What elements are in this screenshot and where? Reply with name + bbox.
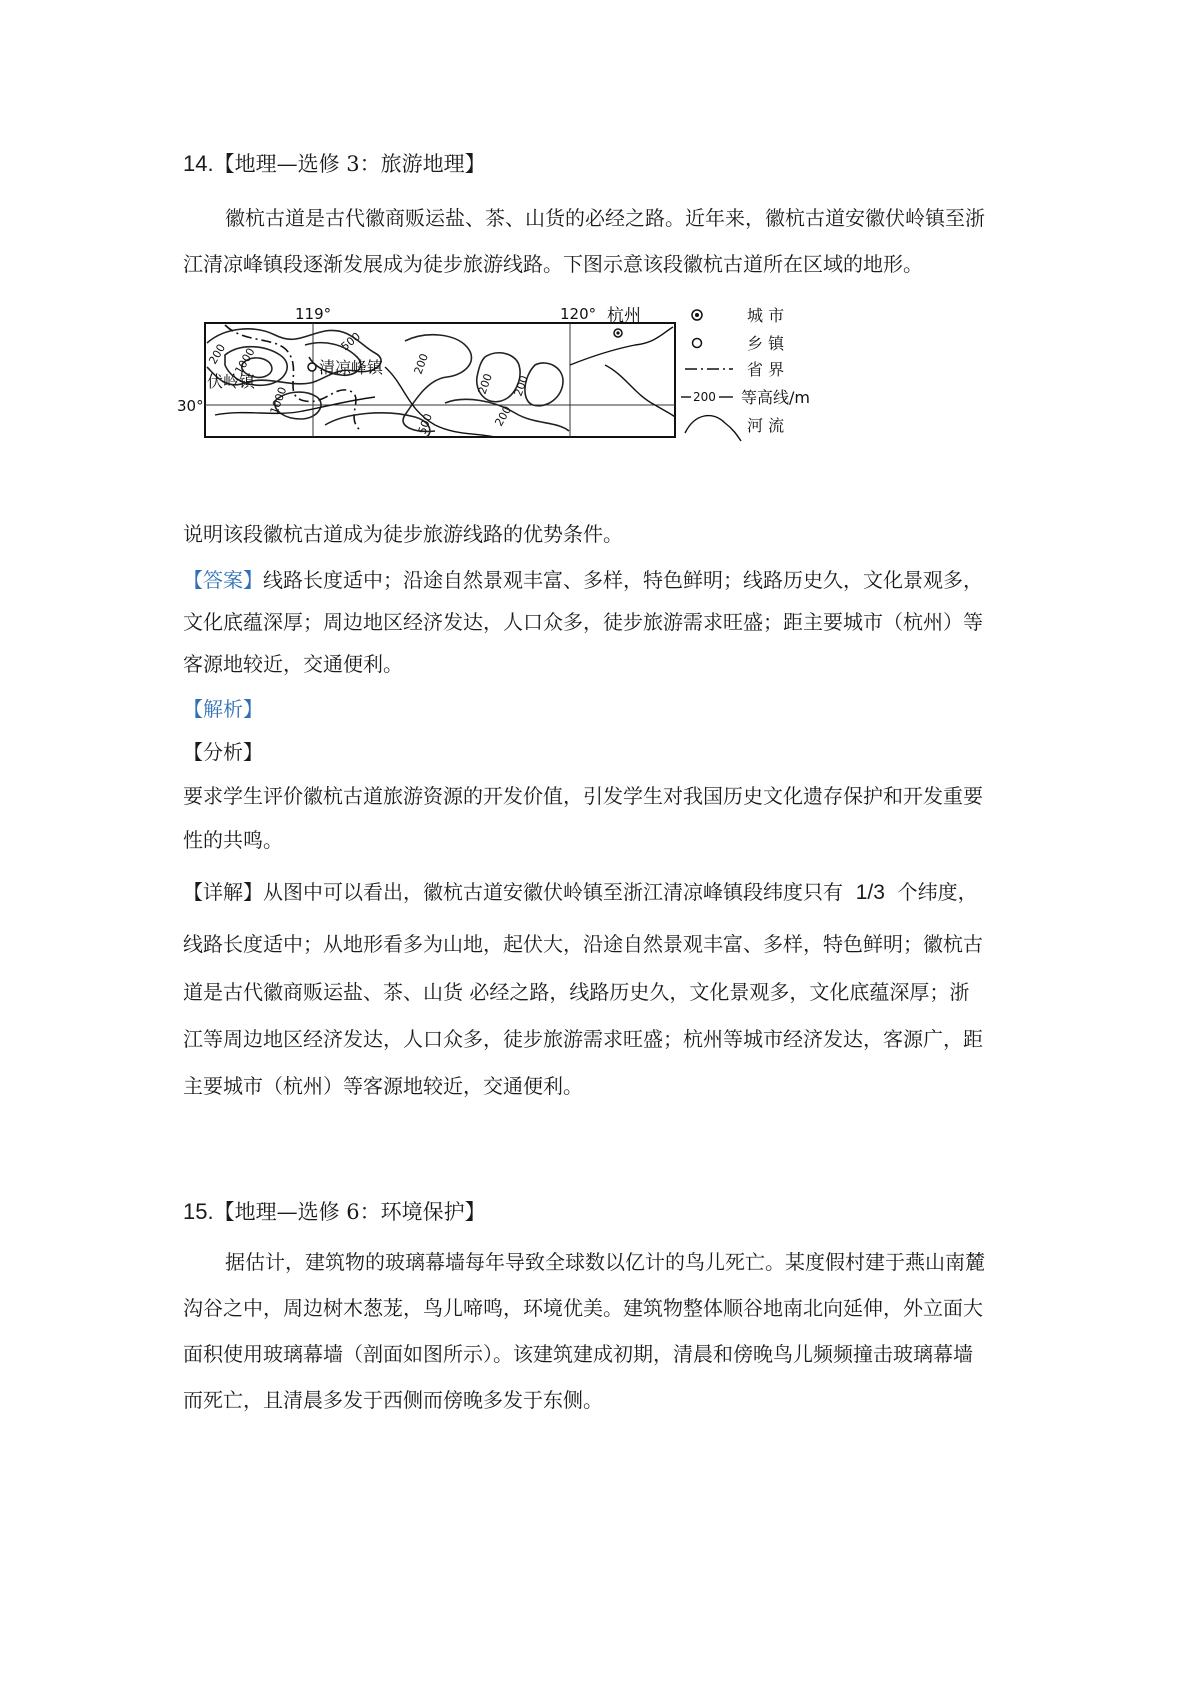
legend-town-label: 乡 镇 — [747, 334, 785, 353]
detail-tag: 【详解】 — [183, 880, 263, 904]
map-contour-200-b: 200 — [411, 351, 432, 377]
q15-line-1: 据估计，建筑物的玻璃幕墙每年导致全球数以亿计的鸟儿死亡。某度假村建于燕山南麓 — [225, 1250, 985, 1274]
map-town-qingliangfeng-marker — [308, 363, 316, 371]
fenxi-line-1: 要求学生评价徽杭古道旅游资源的开发价值，引发学生对我国历史文化遗存保护和开发重要 — [183, 784, 983, 808]
answer-text-1: 线路长度适中；沿途自然景观丰富、多样，特色鲜明；线路历史久，文化景观多， — [263, 568, 983, 592]
q15-line-4: 而死亡，且清晨多发于西侧而傍晚多发于东侧。 — [183, 1388, 603, 1412]
map-contour-500-b: 500 — [415, 411, 436, 437]
topographic-map-figure — [177, 305, 885, 485]
legend-contour-label: 等高线/m — [741, 388, 810, 407]
legend-contour-sample: 200 — [693, 390, 716, 404]
map-contour-200-e: 200 — [492, 403, 515, 429]
q14-heading — [183, 150, 1033, 178]
map-town-qingliangfeng-label: 清凉峰镇 — [319, 358, 384, 377]
map-lat-30: 30° — [177, 397, 204, 415]
q15-heading-text: 【地理—选修 6：环境保护】 — [213, 1200, 486, 1224]
detail-fraction: 1/3 — [855, 881, 885, 904]
q15-line-2: 沟谷之中，周边树木葱茏，鸟儿啼鸣，环境优美。建筑物整体顺谷地南北向延伸，外立面大 — [183, 1296, 983, 1320]
q14-number: 14. — [183, 151, 214, 176]
q15-number: 15. — [183, 1199, 214, 1224]
fenxi-tag: 【分析】 — [183, 740, 263, 764]
q14-answer-line-1 — [183, 566, 1033, 594]
map-contour-200-d: 200 — [511, 373, 532, 399]
map-contour-500-a: 500 — [338, 329, 364, 354]
legend-city-icon-dot — [695, 313, 699, 317]
map-contour-1000-a: 1000 — [232, 345, 258, 377]
answer-tag: 【答案】 — [183, 568, 263, 592]
map-city-hangzhou-dot — [616, 331, 619, 334]
legend-river-icon — [685, 416, 741, 441]
fenxi-line-2: 性的共鸣。 — [183, 828, 283, 852]
q15-line-3: 面积使用玻璃幕墙（剖面如图所示）。该建筑建成初期，清晨和傍晚鸟儿频频撞击玻璃幕墙 — [183, 1342, 973, 1366]
detail-line-5: 主要城市（杭州）等客源地较近，交通便利。 — [183, 1074, 583, 1098]
q14-answer-line-3: 客源地较近，交通便利。 — [183, 652, 403, 676]
map-legend — [681, 306, 810, 441]
legend-town-icon — [693, 339, 702, 348]
legend-river-label: 河 流 — [747, 416, 785, 435]
analysis-tag: 【解析】 — [183, 697, 263, 721]
map-contour-200-c: 200 — [475, 371, 496, 397]
map-lon-120: 120° — [560, 305, 597, 323]
detail-line-2: 线路长度适中；从地形看多为山地，起伏大，沿途自然景观丰富、多样，特色鲜明；徽杭古 — [183, 932, 983, 956]
detail-line-4: 江等周边地区经济发达，人口众多，徒步旅游需求旺盛；杭州等城市经济发达，客源广，距 — [183, 1027, 983, 1051]
detail-line-3: 道是古代徽商贩运盐、茶、山货 必经之路，线路历史久，文化景观多，文化底蕴深厚；浙 — [183, 980, 970, 1004]
q14-question: 说明该段徽杭古道成为徒步旅游线路的优势条件。 — [183, 522, 623, 546]
map-frame — [205, 323, 675, 437]
q14-answer-line-2: 文化底蕴深厚；周边地区经济发达，人口众多，徒步旅游需求旺盛；距主要城市（杭州）等 — [183, 610, 983, 634]
legend-border-label: 省 界 — [747, 360, 785, 379]
detail-line-1 — [183, 878, 1033, 907]
map-city-hangzhou-label: 杭州 — [607, 306, 641, 326]
map-town-fuling-label: 伏岭镇 — [207, 372, 256, 391]
legend-city-label: 城 市 — [747, 306, 785, 325]
q15-heading — [183, 1198, 1033, 1226]
detail-text-1a: 从图中可以看出，徽杭古道安徽伏岭镇至浙江清凉峰镇段纬度只有 — [263, 880, 843, 904]
q14-intro-line-2: 江清凉峰镇段逐渐发展成为徒步旅游线路。下图示意该段徽杭古道所在区域的地形。 — [183, 252, 923, 276]
map-contour-1000-b: 1000 — [267, 385, 290, 417]
map-contour-200-a: 200 — [206, 341, 229, 367]
q14-heading-text: 【地理—选修 3：旅游地理】 — [213, 152, 486, 176]
map-lon-119: 119° — [295, 305, 332, 323]
q14-intro-line-1: 徽杭古道是古代徽商贩运盐、茶、山货的必经之路。近年来，徽杭古道安徽伏岭镇至浙 — [225, 206, 985, 230]
topographic-map — [177, 305, 885, 485]
detail-text-1b: 个纬度， — [897, 880, 978, 904]
